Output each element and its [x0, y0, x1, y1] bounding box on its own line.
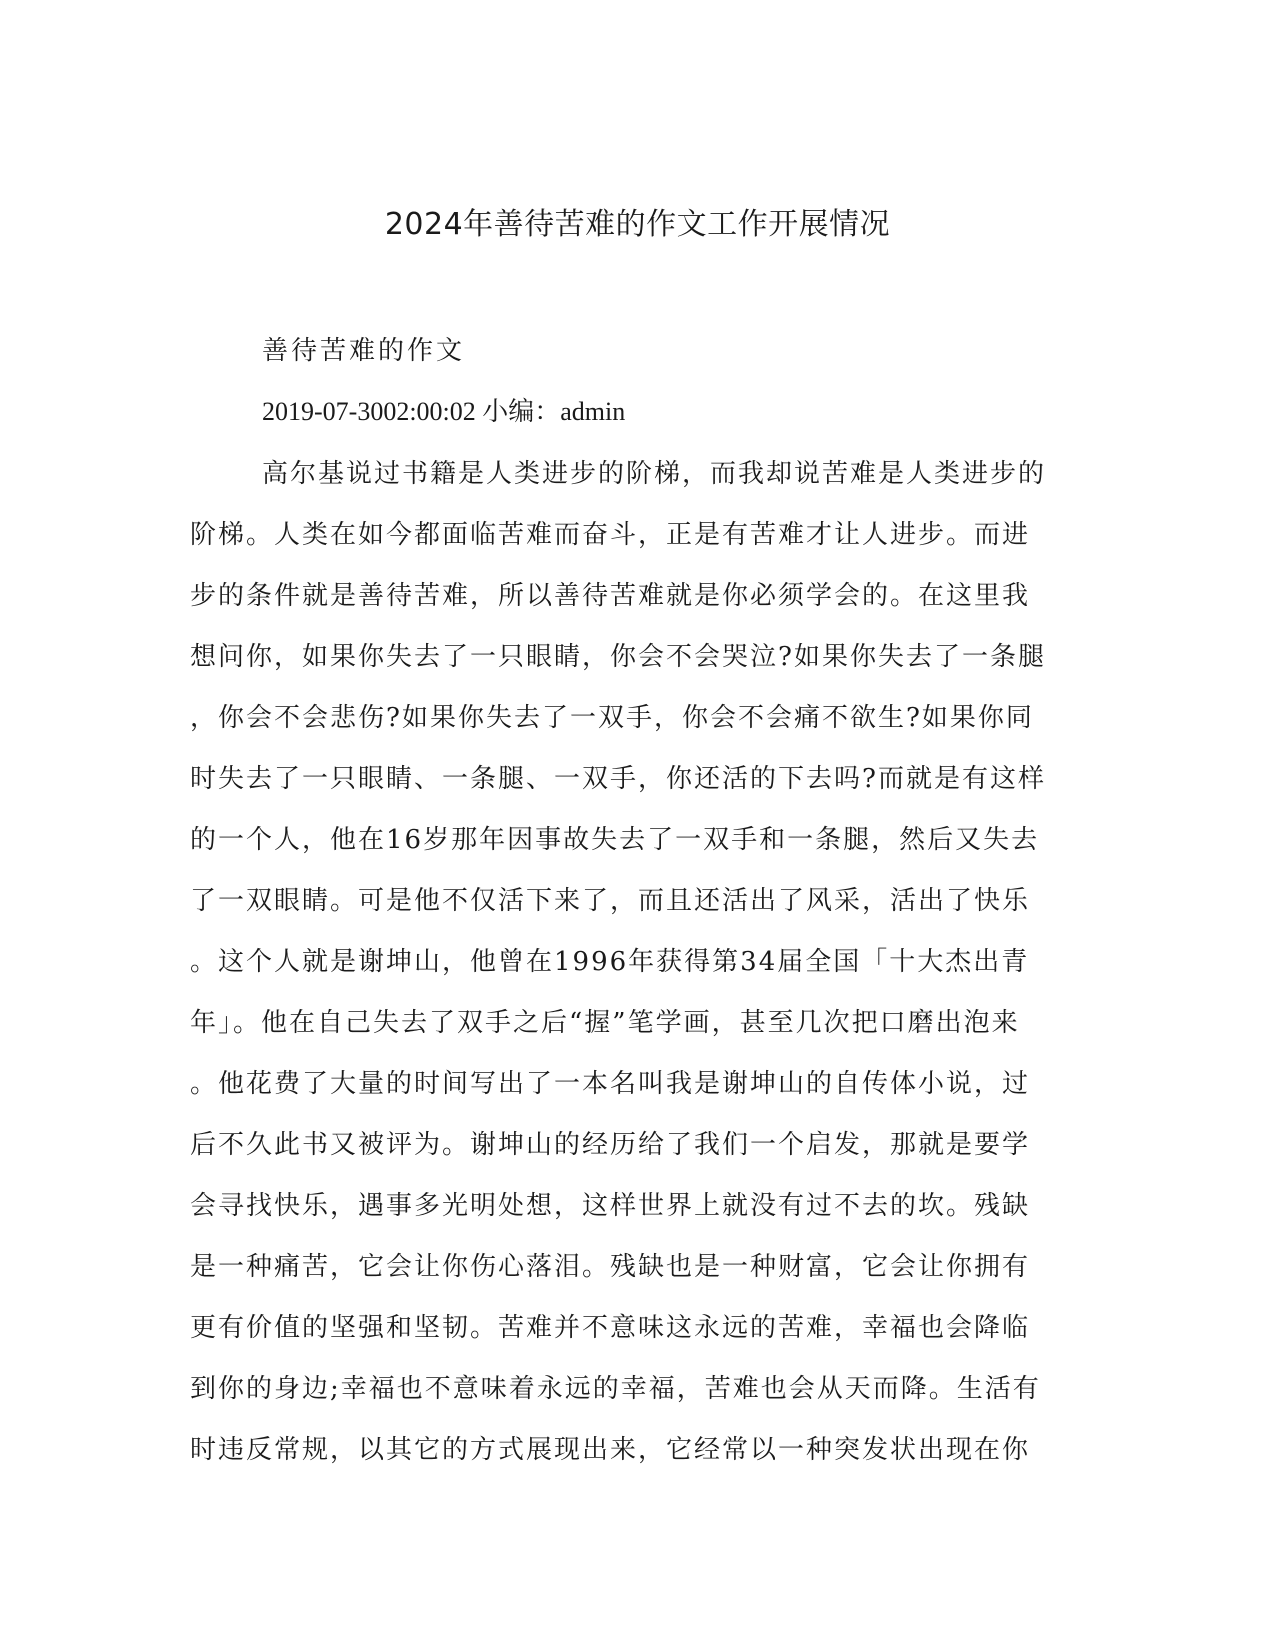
- body-line: 是一种痛苦，它会让你伤心落泪。残缺也是一种财富，它会让你拥有: [190, 1252, 1031, 1282]
- body-line: 时违反常规，以其它的方式展现出来，它经常以一种突发状出现在你: [190, 1435, 1031, 1465]
- body-line: 后不久此书又被评为。谢坤山的经历给了我们一个启发，那就是要学: [190, 1130, 1031, 1160]
- body-line: 到你的身边;幸福也不意味着永远的幸福，苦难也会从天而降。生活有: [190, 1374, 1041, 1404]
- article-body: [190, 452, 1090, 1489]
- body-line: 阶梯。人类在如今都面临苦难而奋斗，正是有苦难才让人进步。而进: [190, 520, 1031, 550]
- body-line: 了一双眼睛。可是他不仅活下来了，而且还活出了风采，活出了快乐: [190, 886, 1031, 916]
- body-line: 。这个人就是谢坤山，他曾在1996年获得第34届全国「十大杰出青: [190, 947, 1030, 977]
- body-line: ，你会不会悲伤?如果你失去了一双手，你会不会痛不欲生?如果你同: [190, 703, 1034, 733]
- body-line: 想问你，如果你失去了一只眼睛，你会不会哭泣?如果你失去了一条腿: [190, 642, 1046, 672]
- body-line: 时失去了一只眼睛、一条腿、一双手，你还活的下去吗?而就是有这样: [190, 764, 1046, 794]
- body-line: 会寻找快乐，遇事多光明处想，这样世界上就没有过不去的坎。残缺: [190, 1191, 1031, 1221]
- body-line: 更有价值的坚强和坚韧。苦难并不意味这永远的苦难，幸福也会降临: [190, 1313, 1031, 1343]
- body-line: 的一个人，他在16岁那年因事故失去了一双手和一条腿，然后又失去: [190, 825, 1040, 855]
- page-title: 2024年善待苦难的作文工作开展情况: [384, 207, 891, 242]
- article-subtitle: 善待苦难的作文: [262, 336, 466, 366]
- article-meta: 2019-07-3002:00:02 小编：admin: [262, 397, 626, 426]
- body-line: 。他花费了大量的时间写出了一本名叫我是谢坤山的自传体小说，过: [190, 1069, 1031, 1099]
- body-line: 步的条件就是善待苦难，所以善待苦难就是你必须学会的。在这里我: [190, 581, 1031, 611]
- body-line: 年」。他在自己失去了双手之后“握”笔学画，甚至几次把口磨出泡来: [190, 1008, 1020, 1038]
- body-line: 高尔基说过书籍是人类进步的阶梯，而我却说苦难是人类进步的: [262, 459, 1047, 489]
